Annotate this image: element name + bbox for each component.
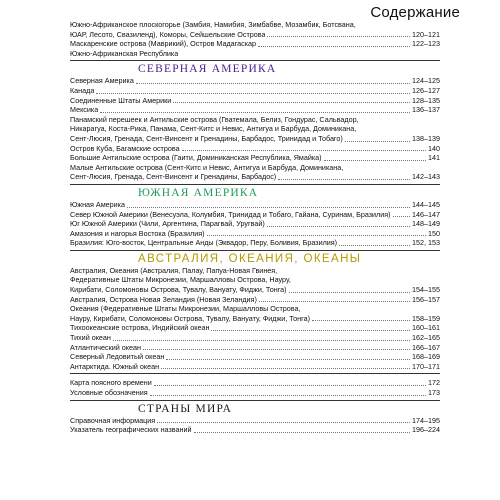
dot-leader (345, 141, 410, 142)
toc-entry[interactable] (70, 86, 440, 96)
toc-entry[interactable] (70, 314, 440, 324)
section-divider (70, 250, 440, 251)
toc-entry[interactable] (70, 343, 440, 353)
section-divider (70, 60, 440, 61)
page-number: 120–121 (412, 29, 440, 39)
entry-title: Северный Ледовитый океан (70, 352, 165, 362)
dot-leader (182, 150, 426, 151)
page-number: 170–171 (412, 361, 440, 371)
entry-title: Кирибати, Соломоновы Острова, Тувалу, Вануату, Фиджи, Тонга) (70, 285, 287, 295)
entry-title: Тихий океан (70, 333, 111, 343)
entry-title: Юг Южной Америки (Чили, Аргентина, Парагвай, Уругвай) (70, 219, 265, 229)
entry-title: Никарагуа, Коста-Рика, Панама, Сент-Китс и Невис, Антигуа и Барбуда, Доминикана, (70, 124, 357, 134)
entry-title: Антарктида. Южный океан (70, 361, 160, 371)
toc-entry[interactable] (70, 285, 440, 295)
dot-leader (339, 245, 410, 246)
entry-title: Север Южной Америки (Венесуэла, Колумбия, Тринидад и Тобаго, Гайана, Суринам, Бразилия) (70, 209, 391, 219)
toc-entry[interactable] (70, 362, 440, 372)
dot-leader (143, 349, 410, 350)
page-number: 142–143 (412, 172, 440, 182)
dot-leader (194, 432, 411, 433)
entry-title: Соединенные Штаты Америки (70, 95, 172, 105)
entry-title: Бразилия: Юго-восток, Центральные Анды (Эквадор, Перу, Боливия, Бразилия) (70, 238, 338, 248)
section-divider (70, 400, 440, 401)
toc-entry[interactable] (70, 219, 440, 229)
entry-title: Австралия, Океания (Австралия, Палау, Папуа-Новая Гвинея, (70, 265, 278, 275)
dot-leader (278, 179, 410, 180)
entry-title: Справочная информация (70, 415, 156, 425)
page-title: Содержание (370, 4, 460, 21)
page-number: 124–125 (412, 76, 440, 86)
dot-leader (259, 301, 410, 302)
toc-entry[interactable] (70, 144, 440, 154)
toc-entry[interactable] (70, 172, 440, 182)
page-number: 172 (428, 378, 440, 388)
dot-leader (150, 395, 426, 396)
page-number: 126–127 (412, 85, 440, 95)
entry-title: Мексика (70, 105, 99, 115)
entry-title: Атлантический океан (70, 342, 141, 352)
page-number: 152, 153 (412, 238, 440, 248)
entry-title: Канада (70, 85, 95, 95)
entry-title: Науру, Кирибати, Соломоновы Острова, Тувалу, Вануату, Фиджи, Тонга) (70, 313, 310, 323)
entry-title: Южно-Африканская Республика (70, 48, 179, 58)
toc-entry[interactable] (70, 333, 440, 343)
toc-entry[interactable] (70, 352, 440, 362)
page-number: 144–145 (412, 199, 440, 209)
toc-entry[interactable] (70, 425, 440, 435)
dot-leader (100, 112, 410, 113)
entry-title: Океания (Федеративные Штаты Микронезии, Маршалловы Острова, (70, 304, 301, 314)
entry-title: Карта поясного времени (70, 378, 152, 388)
toc-entry[interactable] (70, 378, 440, 388)
dot-leader (113, 340, 410, 341)
toc-entry[interactable] (70, 124, 440, 134)
page-number: 174–195 (412, 415, 440, 425)
dot-leader (267, 36, 410, 37)
page-number: 168–169 (412, 352, 440, 362)
toc-entry[interactable] (70, 105, 440, 115)
dot-leader (324, 160, 426, 161)
page-number: 156–157 (412, 294, 440, 304)
toc-entry[interactable] (70, 266, 440, 276)
page-number: 158–159 (412, 313, 440, 323)
toc-entry[interactable] (70, 388, 440, 398)
page-number: 154–155 (412, 285, 440, 295)
page-number: 146–147 (412, 209, 440, 219)
page-number: 138–139 (412, 133, 440, 143)
dot-leader (173, 102, 410, 103)
dot-leader (166, 359, 410, 360)
dot-leader (207, 235, 426, 236)
dot-leader (127, 207, 410, 208)
page-number: 136–137 (412, 105, 440, 115)
dot-leader (289, 292, 410, 293)
dot-leader (393, 216, 410, 217)
toc-entry[interactable] (70, 153, 440, 163)
page-number: 128–135 (412, 95, 440, 105)
page-number: 140 (428, 143, 440, 153)
section-heading: СТРАНЫ МИРА (138, 402, 233, 415)
dot-leader (154, 385, 426, 386)
toc-entry[interactable] (70, 39, 440, 49)
section-divider (70, 184, 440, 185)
page-number: 162–165 (412, 333, 440, 343)
entry-title: Федеративные Штаты Микронезии, Маршалловы Острова, Науру, (70, 275, 291, 285)
entry-title: Южно-Африканское плоскогорье (Замбия, Намибия, Зимбабве, Мозамбик, Ботсвана, (70, 20, 356, 29)
entry-title: Амазония и нагорья Востока (Бразилия) (70, 228, 205, 238)
page-number: 150 (428, 228, 440, 238)
dot-leader (161, 368, 410, 369)
toc-entry[interactable] (70, 304, 440, 314)
toc-entry[interactable] (70, 96, 440, 106)
dot-leader (136, 83, 410, 84)
page-number: 196–224 (412, 425, 440, 435)
table-of-contents (70, 20, 440, 435)
toc-entry[interactable] (70, 200, 440, 210)
toc-entry[interactable] (70, 416, 440, 426)
toc-entry[interactable] (70, 275, 440, 285)
toc-entry[interactable] (70, 210, 440, 220)
entry-title: Сент-Люсия, Гренада, Сент-Винсент и Гренадины, Барбадос, Тринидад и Тобаго) (70, 133, 343, 143)
entry-title: Южная Америка (70, 199, 125, 209)
toc-entry[interactable] (70, 115, 440, 125)
dot-leader (211, 330, 410, 331)
dot-leader (312, 320, 410, 321)
page-number: 148–149 (412, 219, 440, 229)
section-heading: АВСТРАЛИЯ, ОКЕАНИЯ, ОКЕАНЫ (138, 252, 362, 265)
page-number: 122–123 (412, 39, 440, 49)
entry-title: Большие Антильские острова (Гаити, Доминиканская Республика, Ямайка) (70, 153, 322, 163)
entry-title: Малые Антильские острова (Сент-Китс и Невис, Антигуа и Барбуда, Доминикана, (70, 162, 344, 172)
page-number: 166–167 (412, 342, 440, 352)
toc-entry[interactable] (70, 30, 440, 40)
entry-title: ЮАР, Лесото, Свазиленд), Коморы, Сейшельские Острова (70, 29, 266, 39)
entry-title: Австралия, Острова Новая Зеландия (Новая Зеландия) (70, 294, 257, 304)
page-number: 141 (428, 153, 440, 163)
page-number: 160–161 (412, 323, 440, 333)
dot-leader (157, 422, 410, 423)
toc-entry[interactable] (70, 229, 440, 239)
entry-title: Остров Куба, Багамские острова (70, 143, 180, 153)
toc-entry[interactable] (70, 20, 440, 30)
toc-entry[interactable] (70, 49, 440, 59)
dot-leader (258, 46, 410, 47)
dot-leader (267, 226, 410, 227)
dot-leader (96, 93, 410, 94)
toc-entry[interactable] (70, 323, 440, 333)
entry-title: Северная Америка (70, 76, 134, 86)
section-heading: ЮЖНАЯ АМЕРИКА (138, 186, 259, 199)
toc-entry[interactable] (70, 238, 440, 248)
toc-entry[interactable] (70, 295, 440, 305)
page-number: 173 (428, 388, 440, 397)
entry-title: Маскаренские острова (Маврикий), Остров Мадагаскар (70, 39, 257, 49)
section-heading: СЕВЕРНАЯ АМЕРИКА (138, 63, 277, 76)
entry-title: Указатель географических названий (70, 425, 192, 435)
toc-entry[interactable] (70, 163, 440, 173)
entry-title: Панамский перешеек и Антильские острова (Гватемала, Белиз, Гондурас, Сальвадор, (70, 114, 359, 124)
entry-title: Сент-Люсия, Гренада, Сент-Винсент и Гренадины, Барбадос) (70, 172, 277, 182)
entry-title: Тихоокеанские острова, Индийский океан (70, 323, 210, 333)
entry-title: Условные обозначения (70, 388, 148, 397)
toc-entry[interactable] (70, 76, 440, 86)
toc-entry[interactable] (70, 134, 440, 144)
